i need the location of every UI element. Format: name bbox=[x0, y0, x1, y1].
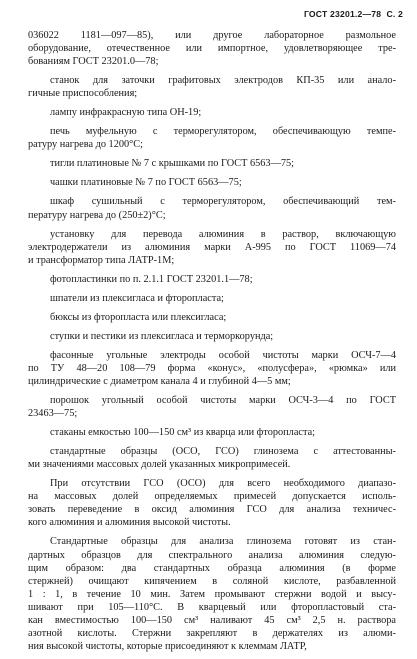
text-line: 1 : 1, в течение 10 мин. Затем промывают стержни водой и высу- bbox=[28, 588, 396, 600]
text-line: щим образом: два стандартных образца алюминия (в форме bbox=[28, 562, 396, 574]
text-line: и трансформатор типа ЛАТР-1М; bbox=[28, 254, 175, 266]
document-body bbox=[28, 29, 396, 659]
text-line: 036022 1181—097—85), или другое лабораторное размольное bbox=[28, 30, 396, 41]
text-line: ния высокой чистоты, которые присоединяют к клеммам ЛАТР, bbox=[28, 640, 307, 652]
paragraph bbox=[28, 349, 396, 388]
text-line: стандартные образцы (ОСО, ГСО) глинозема с аттестованны- bbox=[50, 446, 396, 458]
text-line: азотной кислоты. Стержни закрепляют в держателях из алюми- bbox=[28, 627, 396, 639]
text-line: печь муфельную с терморегулятором, обеспечивающую темпе- bbox=[50, 126, 396, 138]
text-line: кан вместимостью 100—150 см³ наливают 45 см³ 2,5 н. раствора bbox=[28, 614, 396, 626]
paragraph bbox=[28, 426, 396, 439]
text-line: цилиндрические с диаметром канала 4 и глубиной 4—5 мм; bbox=[28, 375, 291, 387]
text-line: шкаф сушильный с терморегулятором, обеспечивающий тем- bbox=[50, 196, 396, 208]
paragraph bbox=[28, 74, 396, 100]
paragraph bbox=[28, 394, 396, 420]
text-line: чашки платиновые № 7 по ГОСТ 6563—75; bbox=[50, 177, 242, 189]
page-header bbox=[304, 9, 403, 19]
paragraph bbox=[28, 176, 396, 189]
paragraph bbox=[28, 195, 396, 221]
text-line: стержней) очищают кипячением в соляной кислоте, разбавленной bbox=[28, 575, 396, 587]
paragraph bbox=[28, 157, 396, 170]
paragraph bbox=[28, 292, 396, 305]
text-line: порошок угольный особой чистоты марки ОСЧ-3—4 по ГОСТ bbox=[50, 395, 396, 407]
text-line: Стандартные образцы для анализа глинозема готовят из стан- bbox=[50, 536, 396, 548]
text-line: установку для перевода алюминия в раствор, включающую bbox=[50, 228, 396, 240]
paragraph bbox=[28, 273, 396, 286]
paragraph bbox=[28, 125, 396, 151]
text-line: фасонные угольные электроды особой чистоты марки ОСЧ-7—4 bbox=[50, 349, 396, 361]
paragraph bbox=[28, 311, 396, 324]
text-line: тигли платиновые № 7 с крышками по ГОСТ 6563—75; bbox=[50, 158, 295, 170]
paragraph bbox=[28, 535, 396, 652]
text-line: дартных образцов для спектрального анализа алюминия следую- bbox=[28, 549, 396, 561]
text-line: на массовых долей определяемых примесей допускается исполь- bbox=[28, 491, 396, 503]
paragraph bbox=[28, 330, 396, 343]
text-line: шивают при 105—110°С. В кварцевый или фторопластовый ста- bbox=[28, 601, 396, 613]
text-line: гичные приспособления; bbox=[28, 88, 138, 100]
text-line: пературу нагрева до (250±2)°С; bbox=[28, 209, 166, 221]
text-line: ратуру нагрева до 1200°С; bbox=[28, 139, 143, 151]
paragraph bbox=[28, 445, 396, 471]
text-line: шпатели из плексигласа и фторопласта; bbox=[50, 292, 224, 304]
paragraph bbox=[28, 106, 396, 119]
text-line: электродержатели из алюминия марки А-995 по ГОСТ 11069—74 bbox=[28, 241, 396, 253]
text-line: ступки и пестики из плексигласа и терморкорунда; bbox=[50, 330, 274, 342]
text-line: кого алюминия и алюминия высокой чистоты. bbox=[28, 517, 231, 529]
text-line: лампу инфракрасную типа ОН-19; bbox=[50, 107, 202, 119]
text-line: бованиям ГОСТ 23201.0—78; bbox=[28, 56, 159, 68]
text-line: ми значениями массовых долей указанных микропримесей. bbox=[28, 459, 291, 471]
page-number: С. 2 bbox=[386, 9, 403, 19]
paragraph bbox=[28, 29, 396, 68]
text-line: 23463—75; bbox=[28, 408, 78, 420]
text-line: зовать переведение в оксид алюминия ГСО для анализа техничес- bbox=[28, 504, 396, 516]
text-line: стаканы емкостью 100—150 см³ из кварца или фторопласта; bbox=[50, 427, 316, 439]
text-line: фотопластинки по п. 2.1.1 ГОСТ 23201.1—78; bbox=[50, 273, 253, 285]
text-line: по ТУ 48—20 108—79 форма «конус», «полусфера», «рюмка» или bbox=[28, 362, 396, 374]
text-line: бюксы из фторопласта или плексигласа; bbox=[50, 311, 227, 323]
text-line: оборудование, отечественное или импортное, удовлетворяющее тре- bbox=[28, 43, 396, 55]
text-line: При отсутствии ГСО (ОСО) для всего необходимого диапазо- bbox=[50, 478, 396, 490]
paragraph bbox=[28, 477, 396, 529]
standard-number: ГОСТ 23201.2—78 bbox=[303, 9, 382, 19]
paragraph bbox=[28, 228, 396, 267]
text-line: станок для заточки графитовых электродов КП-35 или анало- bbox=[50, 75, 396, 87]
